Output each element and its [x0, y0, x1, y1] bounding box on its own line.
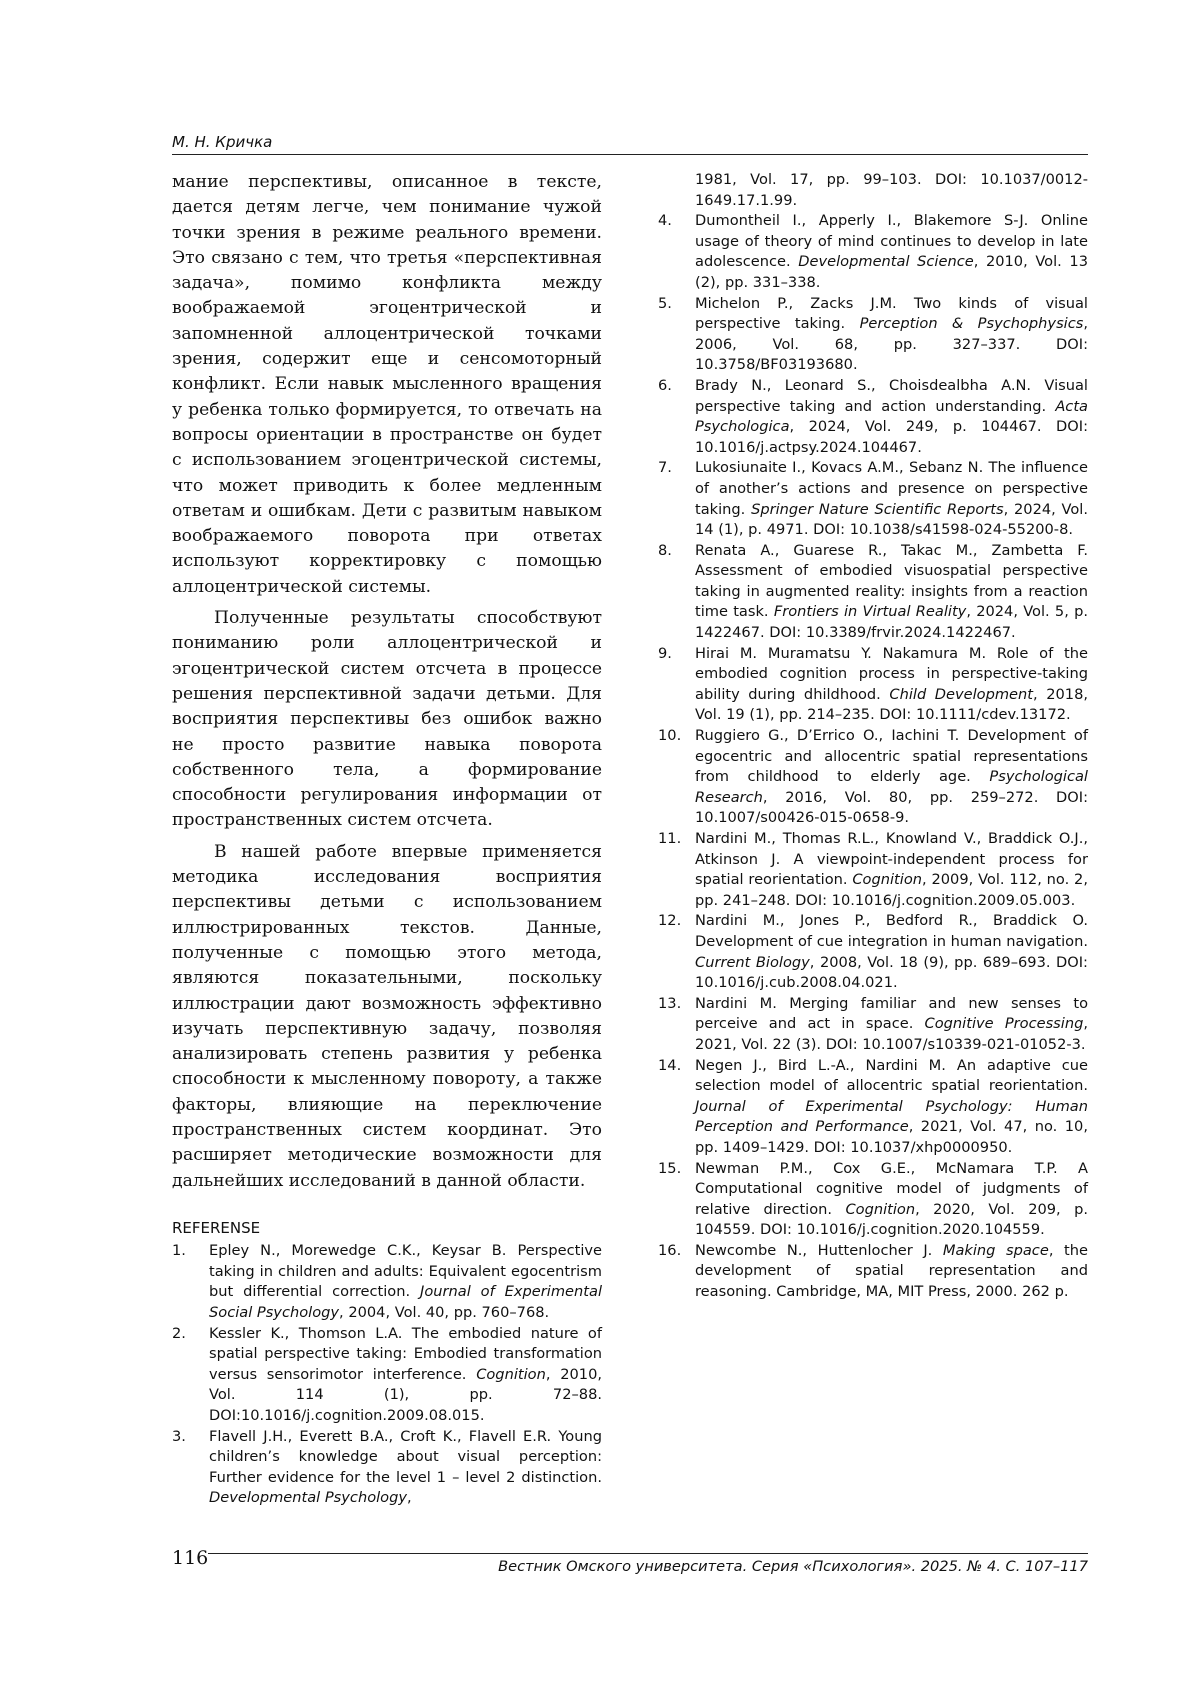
reference-number: 6.: [658, 376, 672, 394]
reference-details: , 2008, Vol. 18 (9), pp. 689–693. DOI: 10.1016/j.cub.2008.04.021.: [695, 953, 1088, 992]
right-column: [658, 170, 1088, 1303]
reference-journal: Journal of Experimental Psychology: Human Perception and Performance: [695, 1097, 1088, 1136]
reference-item-16: [658, 1241, 1088, 1303]
reference-number: 4.: [658, 212, 672, 230]
reference-number: 14.: [658, 1056, 682, 1074]
reference-details: , 2006, Vol. 68, pp. 327–337. DOI: 10.3758/BF03193680.: [695, 315, 1088, 374]
reference-item-3: [172, 1427, 602, 1509]
reference-text: Lukosiunaite I., Kovacs A.M., Sebanz N. The influence of another’s actions and presence on perspective taking.: [695, 459, 1088, 518]
reference-number: 10.: [658, 727, 682, 745]
reference-text: Ruggiero G., D’Errico O., Iachini T. Development of egocentric and allocentric spatial representations from childhood to elderly age.: [695, 727, 1088, 786]
body-paragraph-3: В нашей работе впервые применяется методика исследования восприятия перспективы детьми с использованием иллюстрированных текстов. Данные, полученные с помощью этого метода, являются показательными, поскольку иллюстрации дают возможность эффективно изучать перспективную задачу, позволяя анализировать степень развития у ребенка способности к мысленному повороту, а также факторы, влияющие на переключение пространственных систем координат. Это расширяет методические возможности для дальнейших исследований в данной области.: [172, 841, 602, 1191]
reference-item-7: [658, 458, 1088, 540]
reference-text: Flavell J.H., Everett B.A., Croft K., Flavell E.R. Young children’s knowledge about visual perception: Further evidence for the level 1 – level 2 distinction.: [209, 1427, 602, 1486]
reference-item-3-continued: 1981, Vol. 17, pp. 99–103. DOI: 10.1037/0012-1649.17.1.99.: [695, 171, 1088, 209]
reference-journal: Cognition: [476, 1365, 546, 1383]
reference-number: 3.: [172, 1427, 186, 1445]
references-heading: REFERENSE: [172, 1218, 261, 1237]
reference-details: , 2024, Vol. 5, p. 1422467. DOI: 10.3389/frvir.2024.1422467.: [695, 603, 1088, 642]
reference-journal: Frontiers in Virtual Reality: [773, 603, 967, 621]
reference-item-10: [658, 726, 1088, 829]
reference-number: 15.: [658, 1159, 682, 1177]
reference-journal: Developmental Psychology: [209, 1489, 408, 1507]
footer-divider: [208, 1553, 1088, 1554]
reference-number: 13.: [658, 994, 682, 1012]
reference-text: Nardini M. Merging familiar and new senses to perceive and act in space.: [695, 994, 1088, 1033]
reference-item-4: [658, 211, 1088, 293]
body-paragraph-2: Полученные результаты способствуют пониманию роли аллоцентрической и эгоцентрической систем отсчета в процессе решения перспективной задачи детьми. Для восприятия перспективы без ошибок важно не просто развитие навыка поворота собственного тела, а формирование способности регулирования информации от пространственных систем отсчета.: [172, 608, 602, 831]
reference-journal: Developmental Science: [798, 253, 974, 271]
reference-item-6: [658, 376, 1088, 458]
reference-number: 1.: [172, 1242, 186, 1260]
references-list-left: [172, 1241, 602, 1509]
reference-journal: Psychological Research: [695, 768, 1088, 806]
reference-number: 12.: [658, 912, 682, 930]
reference-text: Newcombe N., Huttenlocher J.: [695, 1241, 943, 1259]
reference-item-12: [658, 911, 1088, 993]
reference-item-9: [658, 644, 1088, 726]
reference-details: , 2021, Vol. 47, no. 10, pp. 1409–1429. DOI: 10.1037/xhp0000950.: [695, 1118, 1088, 1156]
page-footer: [172, 1547, 1088, 1583]
reference-text: Kessler K., Thomson L.A. The embodied nature of spatial perspective taking: Embodied transformation versus sensorimotor interference.: [209, 1324, 602, 1383]
reference-text: Nardini M., Thomas R.L., Knowland V., Braddick O.J., Atkinson J. A viewpoint-independent process for spatial reorientation.: [695, 830, 1088, 889]
left-column: [172, 170, 602, 1509]
reference-item-15: [658, 1159, 1088, 1241]
reference-journal: Cognition: [852, 871, 923, 889]
reference-details: , 2016, Vol. 80, pp. 259–272. DOI: 10.1007/s00426-015-0658-9.: [695, 788, 1088, 827]
running-head-author: М. Н. Кричка: [172, 133, 1088, 155]
reference-text: Newman P.M., Cox G.E., McNamara T.P. A Computational cognitive model of judgments of relative direction.: [695, 1159, 1088, 1218]
journal-citation: Вестник Омского университета. Серия «Психология». 2025. № 4. С. 107–117: [498, 1558, 1088, 1575]
body-paragraph-1: мание перспективы, описанное в тексте, дается детям легче, чем понимание чужой точки зрения в режиме реального времени. Это связано с тем, что третья «перспективная задача», помимо конфликта между воображаемой эгоцентрической и запомненной аллоцентрической точками зрения, содержит еще и сенсомоторный конфликт. Если навык мысленного вращения у ребенка только формируется, то отвечать на вопросы ориентации в пространстве он будет с использованием эгоцентрической системы, что может приводить к более медленным ответам и ошибкам. Дети с развитым навыком воображаемого поворота при ответах используют корректировку с помощью аллоцентрической системы.: [172, 172, 602, 597]
reference-details: , 2010, Vol. 114 (1), pp. 72–88. DOI:10.1016/j.cognition.2009.08.015.: [209, 1365, 603, 1424]
reference-text: Epley N., Morewedge C.K., Keysar B. Perspective taking in children and adults: Equivalent egocentrism but differential correction.: [209, 1242, 602, 1301]
reference-item-13: [658, 994, 1088, 1056]
reference-details: , 2024, Vol. 249, p. 104467. DOI: 10.1016/j.actpsy.2024.104467.: [695, 418, 1088, 456]
reference-item-2: [172, 1324, 602, 1427]
reference-text: Dumontheil I., Apperly I., Blakemore S-J. Online usage of theory of mind continues to develop in late adolescence.: [695, 212, 1088, 271]
reference-number: 2.: [172, 1324, 186, 1342]
reference-item-14: [658, 1056, 1088, 1159]
reference-journal: Springer Nature Scientific Reports: [751, 500, 1004, 518]
references-list-right: [658, 211, 1088, 1302]
reference-number: 7.: [658, 459, 672, 477]
reference-text: Negen J., Bird L.-A., Nardini M. An adaptive cue selection model of allocentric spatial reorientation.: [695, 1056, 1088, 1095]
reference-details: , 2009, Vol. 112, no. 2, pp. 241–248. DOI: 10.1016/j.cognition.2009.05.003.: [695, 871, 1088, 909]
reference-journal: Acta Psychologica: [695, 397, 1088, 436]
reference-details: ,: [407, 1489, 412, 1507]
reference-details: , the development of spatial representation and reasoning. Cambridge, MA, MIT Press, 2000. 262 p.: [695, 1241, 1088, 1301]
reference-journal: Journal of Experimental Social Psychology: [209, 1283, 602, 1321]
reference-journal: Making space: [942, 1241, 1049, 1259]
reference-journal: Perception & Psychophysics: [859, 315, 1084, 333]
reference-details: , 2010, Vol. 13 (2), pp. 331–338.: [695, 253, 1088, 291]
reference-number: 16.: [658, 1241, 682, 1259]
reference-details: , 2021, Vol. 22 (3). DOI: 10.1007/s10339-021-01052-3.: [695, 1015, 1088, 1053]
reference-text: Brady N., Leonard S., Choisdealbha A.N. Visual perspective taking and action understanding.: [695, 376, 1088, 415]
reference-text: Nardini M., Jones P., Bedford R., Braddick O. Development of cue integration in human navigation.: [695, 912, 1088, 950]
reference-item-1: [172, 1241, 602, 1323]
reference-journal: Cognitive Processing: [924, 1015, 1084, 1033]
reference-journal: Cognition: [845, 1200, 916, 1218]
reference-details: , 2020, Vol. 209, p. 104559. DOI: 10.1016/j.cognition.2020.104559.: [695, 1200, 1089, 1239]
reference-item-8: [658, 541, 1088, 644]
page-number: 116: [172, 1547, 209, 1569]
reference-details: , 2004, Vol. 40, pp. 760–768.: [339, 1303, 550, 1321]
reference-number: 5.: [658, 294, 672, 312]
reference-journal: Child Development: [889, 685, 1034, 703]
reference-text: Hirai M. Muramatsu Y. Nakamura M. Role of the embodied cognition process in perspective-taking ability during dhildhood.: [695, 644, 1088, 703]
reference-details: , 2018, Vol. 19 (1), pp. 214–235. DOI: 10.1111/cdev.13172.: [695, 685, 1088, 724]
reference-item-11: [658, 829, 1088, 911]
reference-journal: Current Biology: [695, 953, 810, 971]
reference-text: Michelon P., Zacks J.M. Two kinds of visual perspective taking.: [695, 294, 1088, 333]
reference-item-5: [658, 294, 1088, 376]
reference-number: 8.: [658, 541, 672, 559]
reference-number: 9.: [658, 644, 672, 662]
reference-text: Renata A., Guarese R., Takac M., Zambetta F. Assessment of embodied visuospatial perspective taking in augmented reality: insights from a reaction time task.: [695, 541, 1088, 621]
reference-number: 11.: [658, 830, 682, 847]
reference-details: , 2024, Vol. 14 (1), p. 4971. DOI: 10.1038/s41598-024-55200-8.: [695, 500, 1089, 539]
